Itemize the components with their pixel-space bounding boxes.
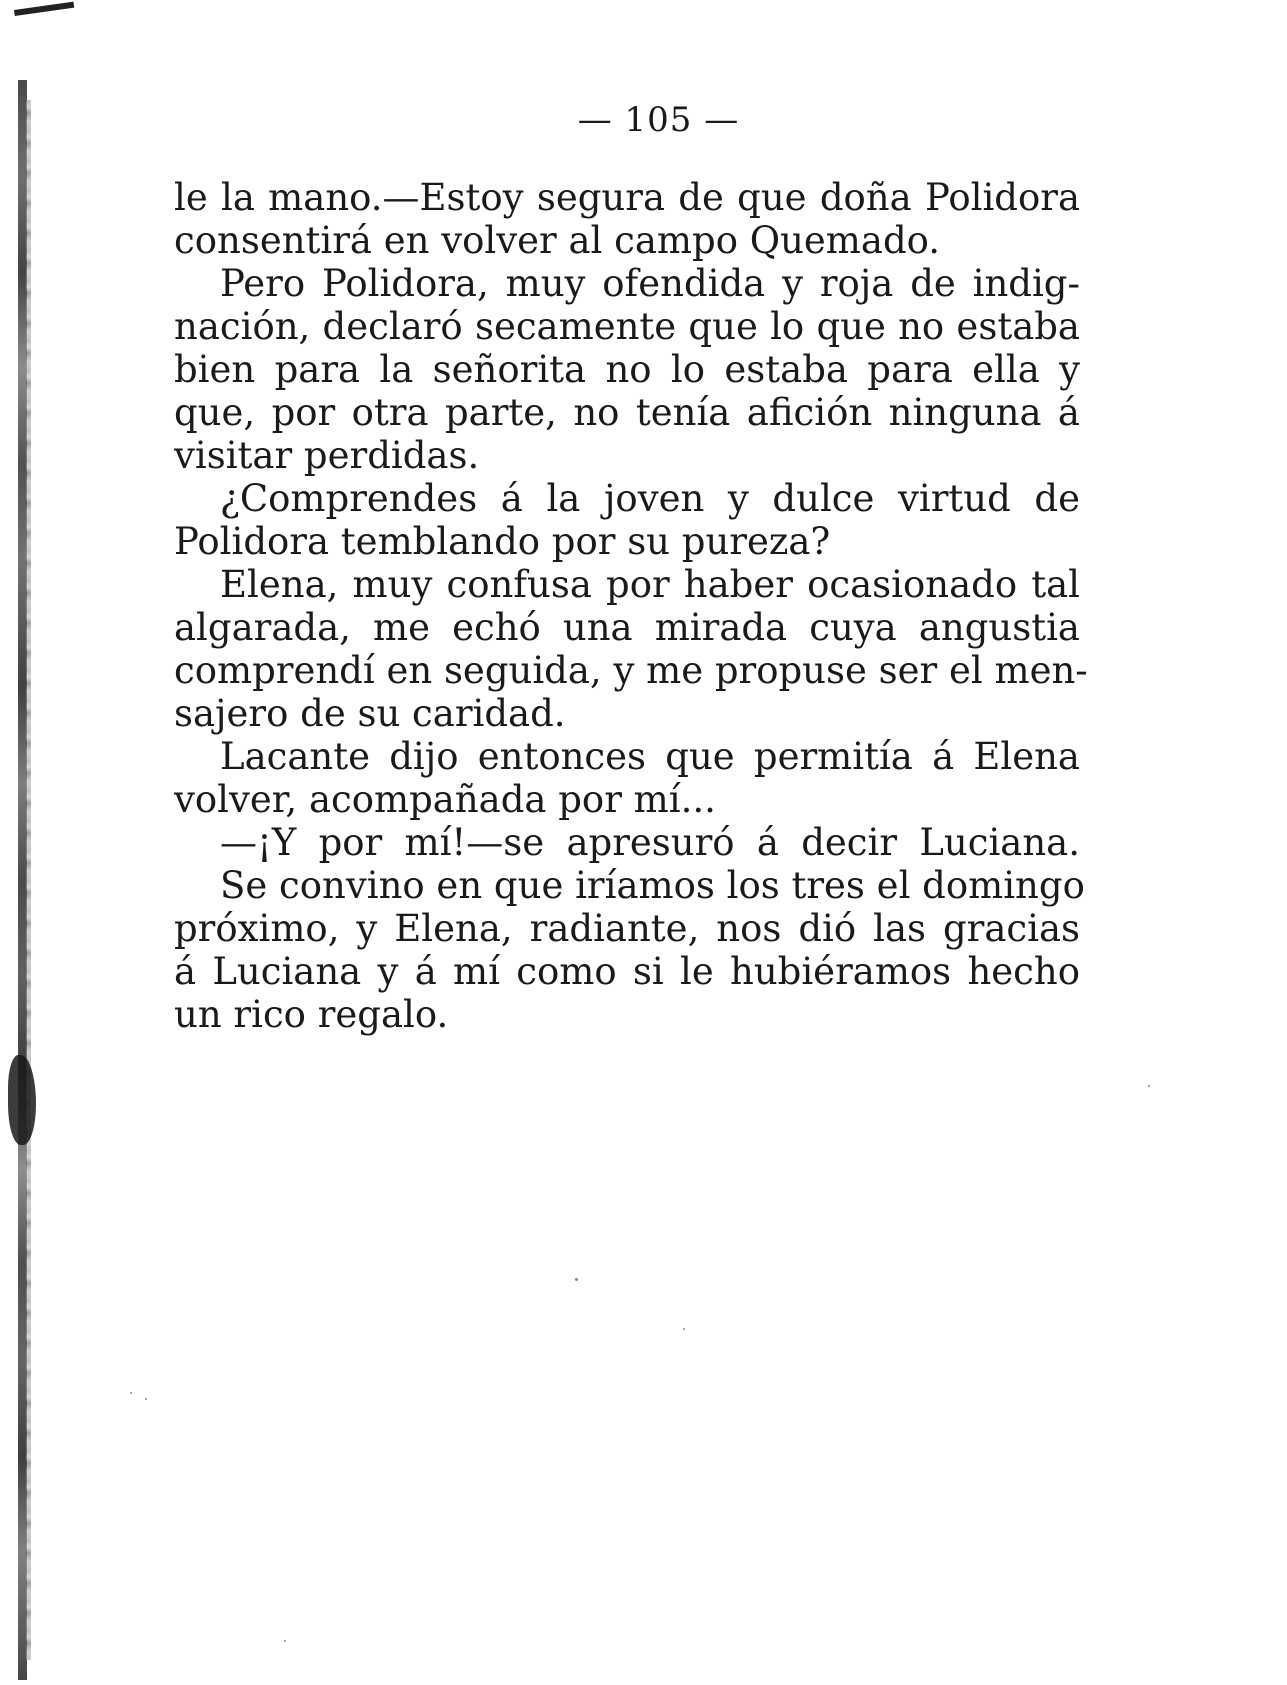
text-line: bien para la señorita no lo estaba para ella y <box>174 348 1080 391</box>
paper-speck <box>1148 1085 1150 1087</box>
binding-edge <box>0 0 38 1685</box>
text-line: —¡Y por mí!—se apresuró á decir Luciana. <box>220 821 1080 864</box>
binding-corner-mark <box>14 2 74 16</box>
text-line: volver, acompañada por mí... <box>174 778 716 821</box>
text-line: próximo, y Elena, radiante, nos dió las gracias <box>174 907 1080 950</box>
text-line: Lacante dijo entonces que permitía á Elena <box>220 735 1080 778</box>
body-text <box>174 176 1088 1036</box>
paper-speck <box>130 1392 132 1394</box>
text-line: un rico regalo. <box>174 993 449 1036</box>
paper-speck <box>284 1640 286 1642</box>
text-line: algarada, me echó una mirada cuya angustia <box>174 606 1080 649</box>
text-line: á Luciana y á mí como si le hubiéramos hecho <box>174 950 1080 993</box>
text-line: Polidora temblando por su pureza? <box>174 520 831 563</box>
paper-speck <box>145 1398 147 1400</box>
text-line: Pero Polidora, muy ofendida y roja de indig- <box>220 262 1080 305</box>
paper-speck <box>683 1328 685 1330</box>
text-line: visitar perdidas. <box>174 434 480 477</box>
text-line: que, por otra parte, no tenía afición ninguna á <box>174 391 1080 434</box>
text-line: consentirá en volver al campo Quemado. <box>174 219 941 262</box>
text-line: ¿Comprendes á la joven y dulce virtud de <box>220 477 1080 520</box>
binding-ink-blot <box>8 1055 36 1145</box>
text-line: le la mano.—Estoy segura de que doña Polidora <box>174 176 1080 219</box>
binding-texture <box>26 100 31 1660</box>
text-line: sajero de su caridad. <box>174 692 566 735</box>
paper-speck <box>575 1278 578 1281</box>
text-line: Elena, muy confusa por haber ocasionado tal <box>220 563 1080 606</box>
text-line: nación, declaró secamente que lo que no estaba <box>174 305 1080 348</box>
page-number: — 105 — <box>577 100 740 140</box>
text-line: comprendí en seguida, y me propuse ser el men- <box>174 649 1088 692</box>
text-line: Se convino en que iríamos los tres el domingo <box>220 864 1085 907</box>
